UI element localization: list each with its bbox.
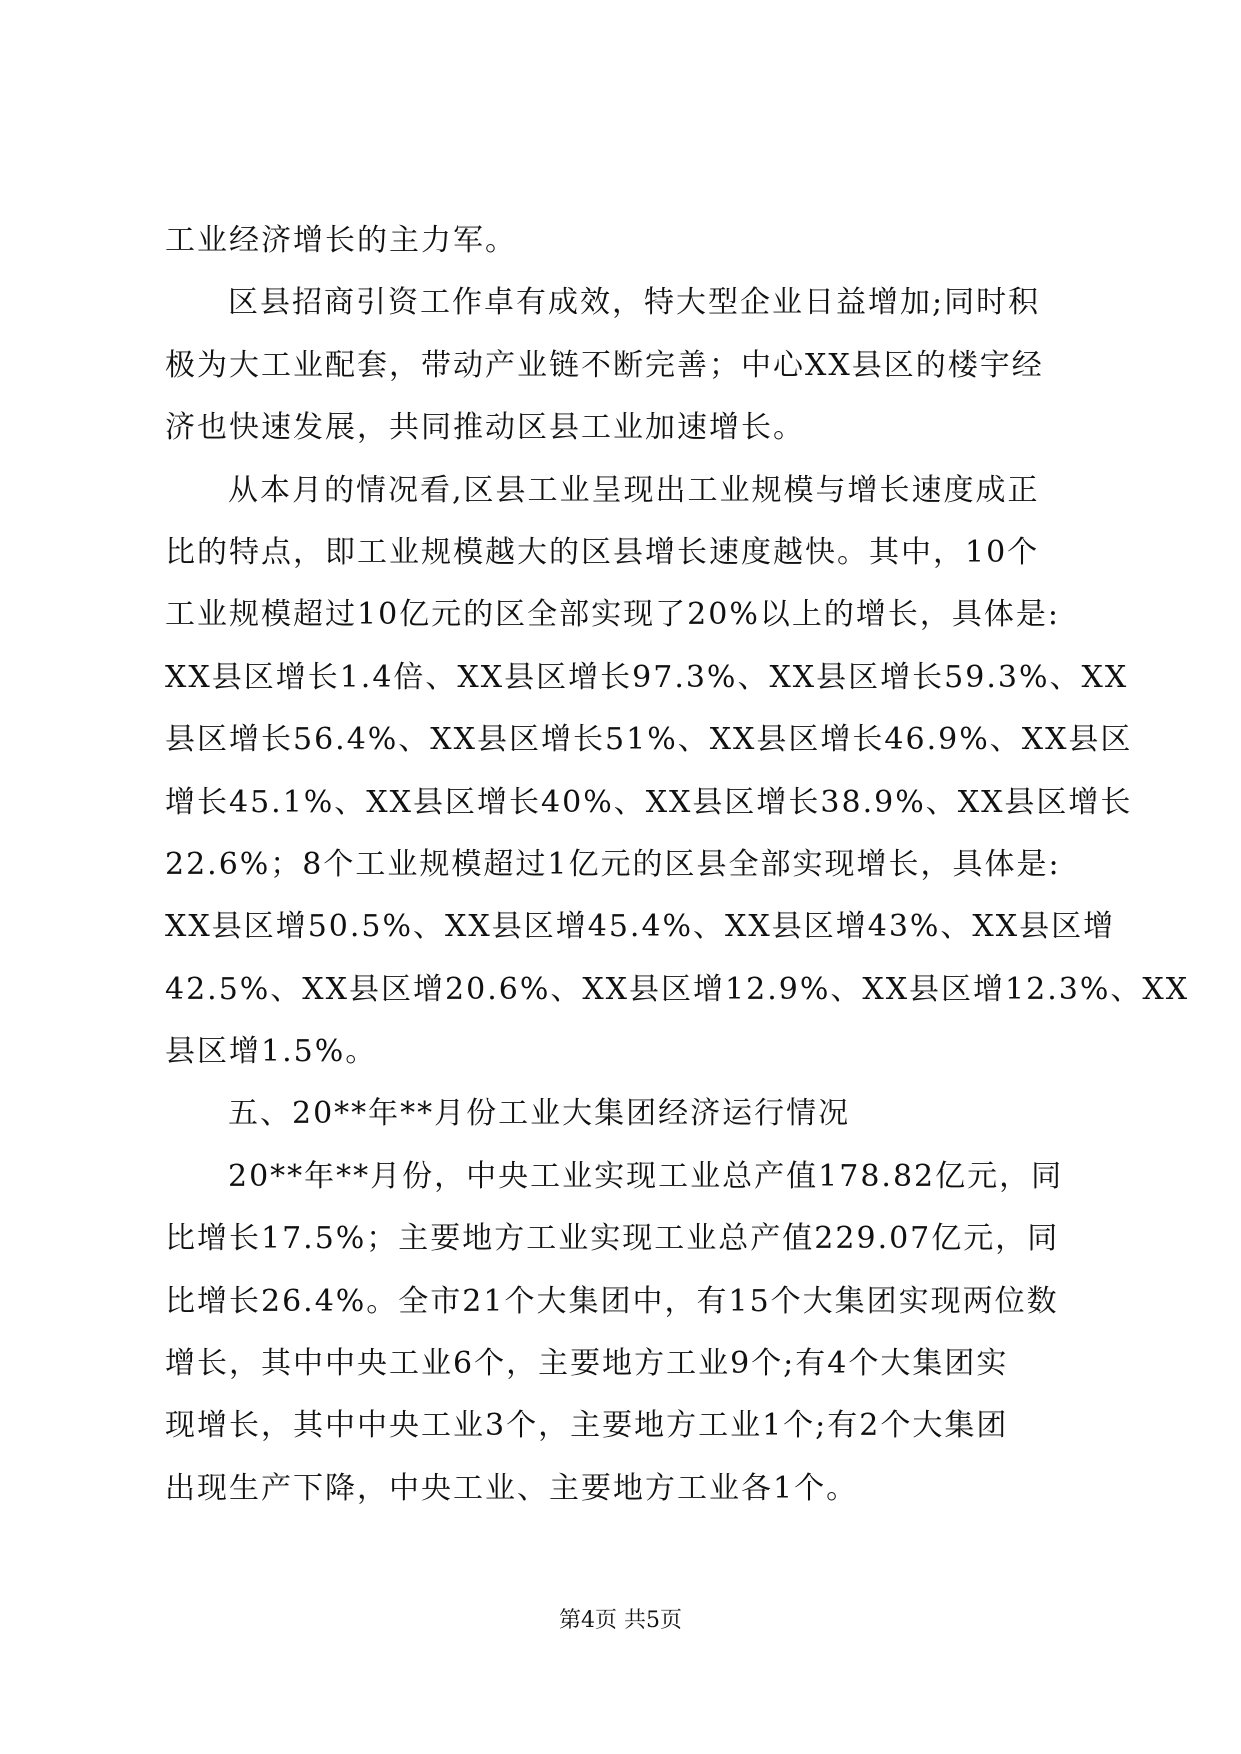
text-line: 比增长26.4%。全市21个大集团中，有15个大集团实现两位数 <box>165 1283 1059 1319</box>
text-line: 县区增长56.4%、XX县区增长51%、XX县区增长46.9%、XX县区 <box>165 722 1133 758</box>
text-line: 济也快速发展，共同推动区县工业加速增长。 <box>165 410 805 446</box>
document-body <box>165 210 1190 1520</box>
text-line: 县区增1.5%。 <box>165 1034 378 1070</box>
section-heading: 五、20**年**月份工业大集团经济运行情况 <box>228 1096 851 1132</box>
text-line: 比的特点，即工业规模越大的区县增长速度越快。其中，10个 <box>165 534 1040 570</box>
text-line: 22.6%；8个工业规模超过1亿元的区县全部实现增长，具体是: <box>165 846 1061 882</box>
text-line: 42.5%、XX县区增20.6%、XX县区增12.9%、XX县区增12.3%、XX <box>165 971 1190 1007</box>
text-line: 工业规模超过10亿元的区全部实现了20%以上的增长，具体是: <box>165 597 1060 633</box>
text-line: XX县区增50.5%、XX县区增45.4%、XX县区增43%、XX县区增 <box>165 909 1116 945</box>
text-line: 增长45.1%、XX县区增长40%、XX县区增长38.9%、XX县区增长 <box>165 784 1133 820</box>
text-line: 出现生产下降，中央工业、主要地方工业各1个。 <box>165 1470 859 1506</box>
text-line: 增长，其中中央工业6个，主要地方工业9个;有4个大集团实 <box>165 1346 1009 1382</box>
paragraph-start-line: 20**年**月份，中央工业实现工业总产值178.82亿元，同 <box>228 1158 1064 1194</box>
text-line: 极为大工业配套，带动产业链不断完善；中心XX县区的楼宇经 <box>165 347 1044 383</box>
paragraph-start-line: 区县招商引资工作卓有成效，特大型企业日益增加;同时积 <box>228 285 1041 321</box>
text-line: 比增长17.5%；主要地方工业实现工业总产值229.07亿元，同 <box>165 1221 1060 1257</box>
text-line: 工业经济增长的主力军。 <box>165 223 517 258</box>
text-line: XX县区增长1.4倍、XX县区增长97.3%、XX县区增长59.3%、XX <box>165 659 1129 695</box>
paragraph-start-line: 从本月的情况看,区县工业呈现出工业规模与增长速度成正 <box>228 472 1040 508</box>
page-number-footer: 第4页 共5页 <box>559 1608 682 1633</box>
text-line: 现增长，其中中央工业3个，主要地方工业1个;有2个大集团 <box>165 1408 1009 1444</box>
